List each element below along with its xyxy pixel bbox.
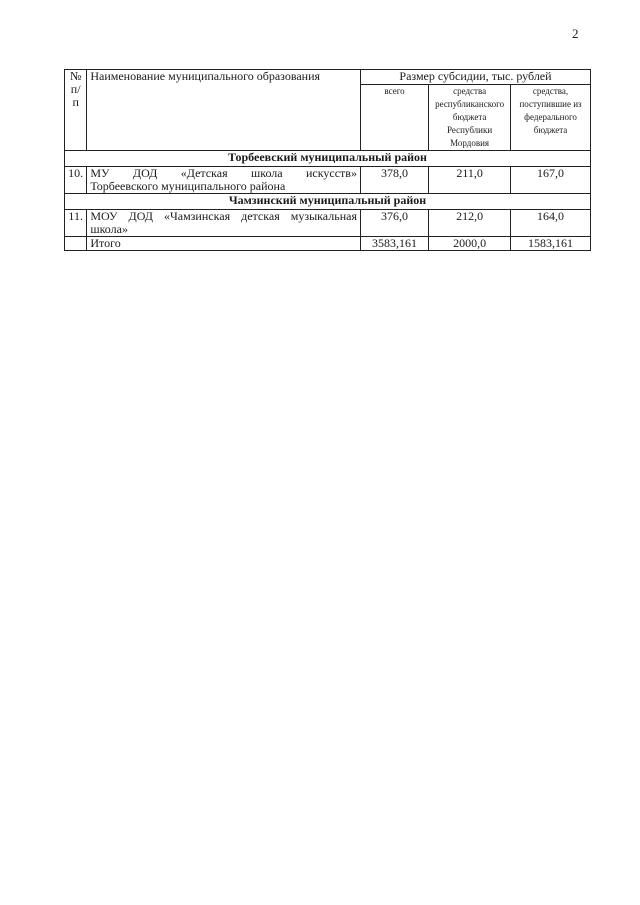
row-name: [87, 210, 361, 237]
row-num: 11.: [65, 210, 87, 237]
region-row: [65, 194, 591, 210]
subsidy-table: [64, 69, 591, 251]
total-republican: 2000,0: [429, 237, 511, 251]
table-row: [65, 210, 591, 237]
total-federal: 1583,161: [511, 237, 591, 251]
header-num: № п/п: [65, 70, 87, 151]
row-num: 10.: [65, 167, 87, 194]
row-name: [87, 167, 361, 194]
page-number: 2: [572, 26, 579, 41]
total-total: 3583,161: [360, 237, 428, 251]
region-label: Чамзинский муниципальный район: [65, 194, 591, 210]
header-republican: средства республиканского бюджета Республики Мордовия: [429, 85, 511, 151]
row-federal: 164,0: [511, 210, 591, 237]
row-name-line: школа»: [90, 222, 128, 236]
row-total: 378,0: [360, 167, 428, 194]
header-subsidy: Размер субсидии, тыс. рублей: [360, 70, 590, 85]
total-label: Итого: [87, 237, 361, 251]
header-name: Наименование муниципального образования: [87, 70, 361, 151]
row-name-line: Торбеевского муниципального района: [90, 179, 286, 193]
row-federal: 167,0: [511, 167, 591, 194]
header-row: [65, 70, 591, 85]
row-name-line: МОУ ДОД «Чамзинская детская музыкальная: [90, 209, 357, 223]
table-row: [65, 167, 591, 194]
header-federal: средства, поступившие из федерального бюджета: [511, 85, 591, 151]
row-total: 376,0: [360, 210, 428, 237]
row-name-line: МУ ДОД «Детская школа искусств»: [90, 166, 357, 180]
header-total: всего: [360, 85, 428, 151]
region-row: [65, 151, 591, 167]
region-label: Торбеевский муниципальный район: [65, 151, 591, 167]
total-num: [65, 237, 87, 251]
row-republican: 211,0: [429, 167, 511, 194]
row-republican: 212,0: [429, 210, 511, 237]
total-row: [65, 237, 591, 251]
